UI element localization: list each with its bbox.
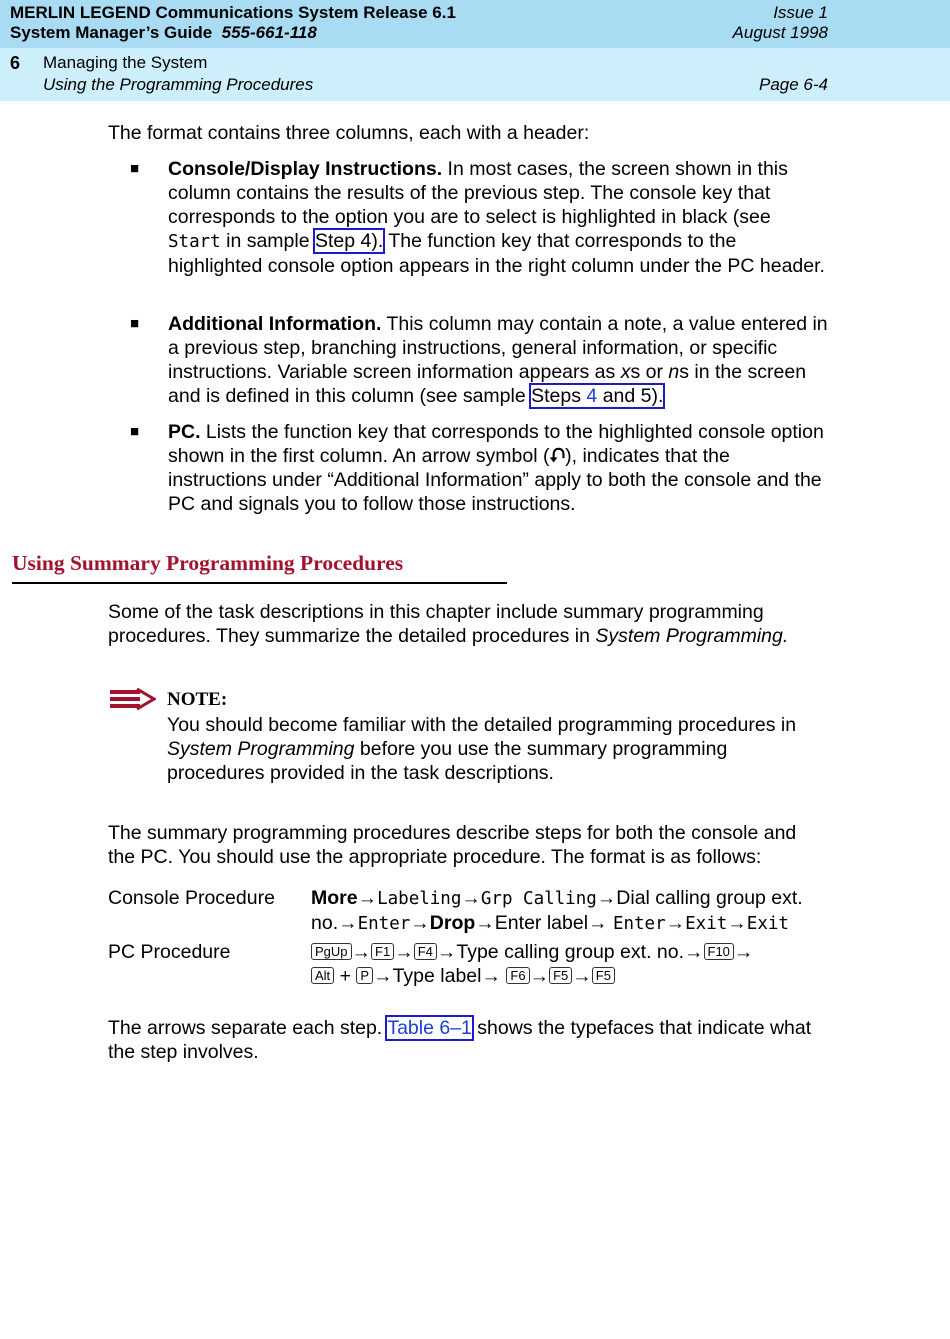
bullet-term: Additional Information.	[168, 313, 382, 335]
arrow-icon: →	[394, 941, 414, 963]
var-x: x	[620, 361, 631, 383]
step-labeling: Labeling	[377, 889, 462, 909]
summary-intro	[108, 600, 828, 648]
product-title: MERLIN LEGEND Communications System Release 6.1	[10, 3, 456, 22]
para-text: The arrows separate each step.	[108, 1017, 383, 1039]
step-exit: Exit	[746, 914, 789, 934]
link-table-6-1[interactable]: Table 6–1	[387, 1017, 472, 1039]
key-f6: F6	[506, 967, 529, 984]
bullet-body: In most cases, the screen shown in this column contains the results of the previous step. The console key that corresponds to the option you are to select is highlighted in black (see	[168, 158, 788, 228]
var-n: n	[668, 361, 680, 383]
step-enter: Enter	[612, 914, 666, 934]
note-arrow-icon	[110, 688, 156, 710]
link-steps-4-5[interactable]	[531, 385, 663, 407]
note-body: You should become familiar with the detailed programming procedures in	[167, 714, 797, 736]
bullet-body: ), indicates that the instructions under “Additional Information” apply to both the console and the PC and signals you to follow those instructions.	[168, 445, 822, 515]
step-dial: Dial calling group ext. no.	[311, 887, 803, 934]
key-f1: F1	[371, 943, 394, 960]
arrow-icon: →	[665, 912, 686, 934]
doc-number: 555-661-118	[221, 23, 317, 42]
arrow-icon: →	[727, 912, 747, 934]
step-more: More	[311, 887, 358, 909]
format-intro: The summary programming procedures describe steps for both the console and the PC. You should use the appropriate procedure. The format is as follows:	[108, 822, 797, 868]
key-alt: Alt	[311, 967, 334, 984]
link-text: and 5).	[597, 385, 664, 407]
pc-procedure-label: PC Procedure	[108, 941, 231, 963]
arrow-icon: →	[481, 965, 501, 987]
section-title: Using Summary Programming Procedures	[12, 549, 507, 584]
key-f4: F4	[414, 943, 437, 960]
document-header-top	[0, 0, 950, 48]
console-procedure-label: Console Procedure	[108, 887, 275, 909]
guide-name: System Manager’s Guide	[10, 23, 213, 42]
issue-label: Issue 1	[773, 3, 828, 22]
pc-procedure-steps	[311, 940, 831, 988]
key-f5: F5	[592, 967, 615, 984]
link-step-number: 4	[586, 385, 598, 407]
arrow-icon: →	[357, 887, 378, 909]
issue-date: August 1998	[732, 23, 828, 42]
document-header-bottom	[0, 48, 950, 101]
step-type-label: Type label	[392, 965, 482, 987]
bullet-square-icon: ■	[130, 315, 140, 332]
key-f10: F10	[704, 943, 734, 960]
bullet-body: This column may contain a note, a value entered in a previous step, branching instructions, general information, or specific instructions. Variable screen information appears as	[168, 313, 828, 383]
chapter-number: 6	[10, 53, 21, 73]
step-grp-calling: Grp Calling	[480, 889, 597, 909]
book-title: System Programming	[167, 738, 355, 760]
arrow-icon: →	[733, 941, 754, 963]
arrow-icon: →	[338, 912, 358, 934]
bullet-text	[168, 157, 828, 278]
arrow-icon: →	[684, 941, 704, 963]
arrow-icon: →	[436, 941, 457, 963]
bullet-body: Lists the function key that corresponds to the highlighted console option shown in the first column. An arrow symbol (	[168, 421, 824, 467]
arrow-icon: →	[572, 965, 592, 987]
step-drop: Drop	[429, 912, 476, 934]
arrow-icon: →	[529, 965, 550, 987]
return-arrow-icon: ⮏	[549, 445, 566, 467]
bullet-body: in sample	[220, 230, 310, 252]
guide-title	[10, 23, 317, 43]
para-text: Some of the task descriptions in this chapter include summary programming procedures. They summarize the detailed procedures in	[108, 601, 764, 647]
key-f5: F5	[549, 967, 572, 984]
step-exit: Exit	[685, 914, 728, 934]
key-pgup: PgUp	[311, 943, 352, 960]
step-enter-label: Enter label	[494, 912, 589, 934]
arrow-icon: →	[410, 912, 430, 934]
book-title: System Programming.	[595, 625, 789, 647]
bullet-text	[168, 420, 828, 516]
link-step-4[interactable]: Step 4).	[314, 230, 384, 252]
step-type-ext: Type calling group ext. no.	[456, 941, 685, 963]
arrow-icon: →	[588, 912, 608, 934]
bullet-square-icon: ■	[130, 160, 140, 177]
intro-text: The format contains three columns, each with a header:	[108, 122, 590, 144]
bullet-body: The function key that corresponds to the highlighted console option appears in the right column under the PC header.	[168, 230, 825, 277]
arrows-explanation	[108, 1016, 828, 1064]
note-body: before you use the summary programming procedures provided in the task descriptions.	[167, 738, 728, 784]
bullet-text	[168, 312, 828, 408]
code-start: Start	[168, 232, 221, 252]
bullet-square-icon: ■	[130, 423, 140, 440]
note-title: NOTE:	[167, 689, 228, 710]
note-text	[167, 713, 827, 785]
arrow-icon: →	[461, 887, 481, 909]
page-number: Page 6-4	[759, 75, 828, 94]
arrow-icon: →	[373, 965, 393, 987]
arrow-icon: →	[475, 912, 495, 934]
link-text: Steps	[531, 385, 587, 407]
key-p: P	[356, 967, 373, 984]
arrow-icon: →	[351, 941, 372, 963]
bullet-body: s or	[630, 361, 669, 383]
para-text: shows the typefaces that indicate what the step involves.	[108, 1017, 812, 1063]
arrow-icon: →	[596, 887, 617, 909]
step-enter: Enter	[357, 914, 411, 934]
bullet-term: Console/Display Instructions.	[168, 158, 443, 180]
chapter-title: Managing the System	[43, 53, 208, 72]
console-procedure-steps	[311, 886, 831, 936]
section-name: Using the Programming Procedures	[43, 75, 314, 94]
plus-sign: +	[334, 965, 357, 987]
bullet-body: s in the screen and is defined in this column (see sample	[168, 361, 807, 407]
bullet-term: PC.	[168, 421, 201, 443]
